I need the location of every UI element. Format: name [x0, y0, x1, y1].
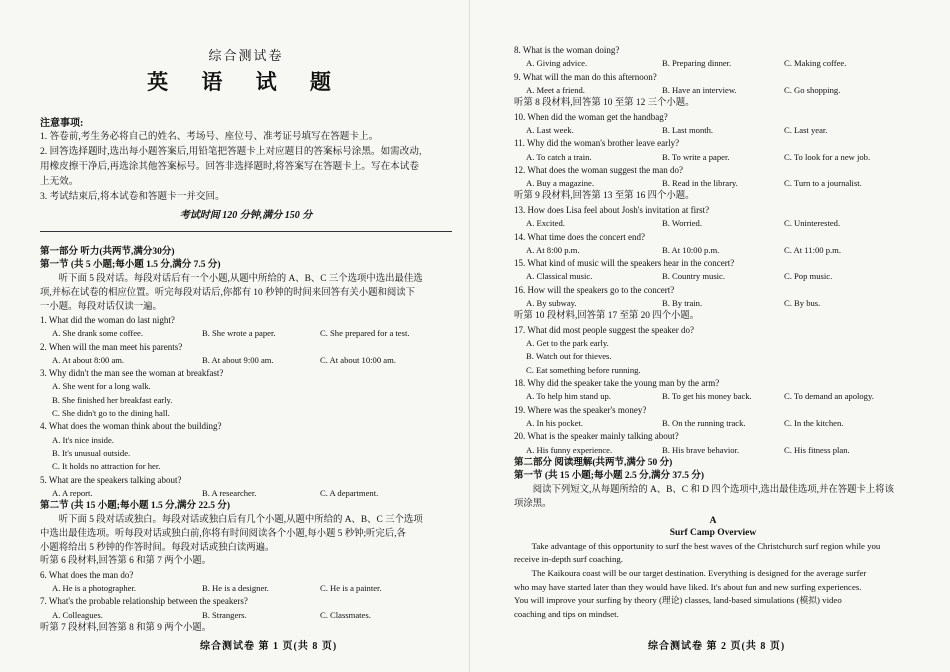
option-b: B. To write a paper. — [662, 151, 730, 162]
option-a: A. To catch a train. — [526, 151, 592, 162]
part2-heading: 第二部分 阅读理解(共两节,满分 50 分) — [514, 457, 673, 468]
options-row — [514, 177, 912, 190]
option-c: C. It holds no attraction for her. — [52, 461, 161, 472]
option-a: A. At about 8:00 am. — [52, 354, 125, 365]
option-c: C. Uninterested. — [784, 218, 841, 229]
option-b: B. His brave behavior. — [662, 444, 740, 455]
passage-title: Surf Camp Overview — [669, 527, 757, 538]
exam-subtitle: 综合测试卷 — [208, 48, 284, 63]
page-fold — [469, 0, 470, 672]
option-c: C. She didn't go to the dining hall. — [52, 408, 170, 419]
options-row — [514, 124, 912, 137]
options-row — [40, 582, 452, 595]
options-row — [514, 151, 912, 164]
question-2: 2. When will the man meet his parents? — [40, 341, 183, 352]
option-b: B. Preparing dinner. — [662, 58, 732, 69]
question-16: 16. How will the speakers go to the concert? — [514, 284, 675, 295]
option-b: B. At 10:00 p.m. — [662, 244, 720, 255]
material-note: 听第 10 段材料,回答第 17 至第 20 四个小题。 — [514, 311, 700, 322]
option-a: A. She drank some coffee. — [52, 328, 144, 339]
question-5: 5. What are the speakers talking about? — [40, 474, 182, 485]
option-a: A. She went for a long walk. — [52, 381, 151, 392]
option-c: C. Last year. — [784, 124, 828, 135]
material-note: 听第 7 段材料,回答第 8 和第 9 两个小题。 — [40, 622, 212, 633]
question-20: 20. What is the speaker mainly talking about? — [514, 431, 679, 442]
passage-line: Take advantage of this opportunity to surf the best waves of the Christchurch surf region while you — [531, 540, 881, 551]
notice-line: 3. 考试结束后,将本试卷和答题卡一并交回。 — [40, 191, 225, 202]
option-a: A. His funny experience. — [526, 444, 613, 455]
option-b: B. She finished her breakfast early. — [52, 394, 173, 405]
option-b: B. A researcher. — [202, 487, 257, 498]
right-page — [478, 0, 950, 672]
exam-title: 英 语 试 题 — [147, 70, 345, 94]
options-row — [514, 417, 912, 430]
instruction-line: 项涂黑。 — [514, 498, 552, 509]
left-page — [0, 0, 462, 672]
option-a: A. In his pocket. — [526, 417, 584, 428]
section2-heading: 第二节 (共 15 小题;每小题 1.5 分,满分 22.5 分) — [40, 501, 230, 512]
option-a: A. Last week. — [526, 124, 574, 135]
question-3: 3. Why didn't the man see the woman at breakfast? — [40, 368, 224, 379]
option-b: B. Country music. — [662, 271, 726, 282]
options-row — [40, 609, 452, 622]
question-15: 15. What kind of music will the speakers hear in the concert? — [514, 258, 735, 269]
option-a: A. Giving advice. — [526, 58, 588, 69]
options-row — [514, 57, 912, 70]
instruction-line: 听下面 5 段对话。每段对话后有一个小题,从题中所给的 A、B、C 三个选项中选出最佳选 — [58, 274, 423, 284]
instruction-line: 听下面 5 段对话或独白。每段对话或独白后有几个小题,从题中所给的 A、B、C 三个选项 — [58, 515, 423, 526]
options-row — [40, 487, 452, 500]
option-b: B. At about 9:00 am. — [202, 354, 274, 365]
option-c: C. By bus. — [784, 298, 821, 309]
option-a: A. Meet a friend. — [526, 84, 585, 95]
options-row — [514, 390, 912, 403]
option-b: B. Worried. — [662, 218, 702, 229]
passage-line: coaching and tips on mindset. — [514, 608, 619, 619]
material-note: 听第 8 段材料,回答第 10 至第 12 三个小题。 — [514, 98, 695, 109]
options-row — [514, 270, 912, 283]
notice-line: 用橡皮擦干净后,再选涂其他答案标号。回答非选择题时,将答案写在答题卡上。写在本试卷 — [40, 161, 419, 172]
passage-line: The Kaikoura coast will be our target destination. Everything is designed for the average surfer — [531, 568, 867, 578]
option-c: C. His fitness plan. — [784, 444, 850, 455]
options-row — [40, 327, 452, 340]
question-4: 4. What does the woman think about the building? — [40, 421, 222, 432]
passage-line: receive in-depth surf coaching. — [514, 554, 623, 565]
page-footer: 综合测试卷 第 2 页(共 8 页) — [648, 641, 786, 652]
option-a: A. At 8:00 p.m. — [526, 244, 580, 255]
passage-line: who may have started later than they would have liked. It's about fun and new surfing experiences. — [514, 581, 862, 592]
option-b: B. Read in the library. — [662, 178, 738, 189]
notice-line: 上无效。 — [40, 176, 79, 187]
instruction-line: 阅读下列短文,从每题所给的 A、B、C 和 D 四个选项中,选出最佳选项,并在答题卡上将该 — [532, 484, 895, 495]
options-row — [514, 217, 912, 230]
notice-line: 2. 回答选择题时,选出每小题答案后,用铅笔把答题卡上对应题目的答案标号涂黑。如需改动, — [40, 146, 422, 157]
passage-line: You will improve your surfing by theory (理论) classes, land-based simulations (模拟) video — [514, 595, 842, 606]
option-a: A. A report. — [52, 487, 93, 498]
options-row — [514, 297, 912, 310]
question-6: 6. What does the man do? — [40, 569, 134, 580]
reading-section1-heading: 第一节 (共 15 小题;每小题 2.5 分,满分 37.5 分) — [514, 470, 704, 481]
option-c: C. To look for a new job. — [784, 151, 871, 162]
option-c: C. To demand an apology. — [784, 391, 874, 402]
option-a: A. Excited. — [526, 218, 565, 229]
option-a: A. Colleagues. — [52, 609, 103, 620]
instruction-line: 项,并标在试卷的相应位置。听完每段对话后,你都有 10 秒钟的时间来回答有关小题和阅读下 — [40, 288, 416, 298]
question-13: 13. How does Lisa feel about Josh's invitation at first? — [514, 204, 710, 215]
option-a: A. Classical music. — [526, 271, 593, 282]
option-b: B. On the running track. — [662, 417, 746, 428]
question-18: 18. Why did the speaker take the young man by the arm? — [514, 378, 720, 389]
options-row — [514, 84, 912, 97]
notice-heading: 注意事项: — [40, 118, 84, 129]
exam-time-info: 考试时间 120 分钟,满分 150 分 — [179, 210, 313, 221]
option-c: C. Classmates. — [320, 609, 371, 620]
material-note: 听第 9 段材料,回答第 13 至第 16 四个小题。 — [514, 191, 695, 202]
option-a: A. He is a photographer. — [52, 582, 137, 593]
options-row — [514, 244, 912, 257]
section1-heading: 第一节 (共 5 小题;每小题 1.5 分,满分 7.5 分) — [40, 260, 221, 270]
option-c: C. Eat something before running. — [526, 364, 641, 375]
question-17: 17. What did most people suggest the speaker do? — [514, 324, 695, 335]
option-c: C. At about 10:00 am. — [320, 354, 396, 365]
option-a: A. It's nice inside. — [52, 434, 114, 445]
option-b: B. Watch out for thieves. — [526, 351, 612, 362]
question-19: 19. Where was the speaker's money? — [514, 404, 647, 415]
option-c: C. A department. — [320, 487, 379, 498]
option-a: A. By subway. — [526, 298, 577, 309]
option-b: B. To get his money back. — [662, 391, 752, 402]
option-b: B. It's unusual outside. — [52, 447, 131, 458]
notice-line: 1. 答卷前,考生务必将自己的姓名、考场号、座位号、准考证号填写在答题卡上。 — [40, 131, 379, 142]
question-9: 9. What will the man do this afternoon? — [514, 71, 657, 82]
question-12: 12. What does the woman suggest the man do? — [514, 164, 684, 175]
question-7: 7. What's the probable relationship between the speakers? — [40, 596, 248, 607]
instruction-line: 中选出最佳选项。听每段对话或独白前,你将有时间阅读各个小题,每小题 5 秒钟;听完后,各 — [40, 529, 406, 540]
option-b: B. He is a designer. — [202, 582, 269, 593]
option-b: B. She wrote a paper. — [202, 328, 276, 339]
question-8: 8. What is the woman doing? — [514, 45, 620, 55]
page-footer: 综合测试卷 第 1 页(共 8 页) — [200, 641, 338, 652]
question-11: 11. Why did the woman's brother leave early? — [514, 138, 680, 149]
option-b: B. Strangers. — [202, 609, 247, 620]
option-a: A. Get to the park early. — [526, 338, 609, 349]
option-c: C. Making coffee. — [784, 58, 847, 69]
option-c: C. Pop music. — [784, 271, 833, 282]
question-1: 1. What did the woman do last night? — [40, 315, 175, 325]
option-b: B. By train. — [662, 298, 703, 309]
option-a: A. Buy a magazine. — [526, 178, 595, 189]
option-c: C. Turn to a journalist. — [784, 178, 862, 189]
option-c: C. In the kitchen. — [784, 417, 844, 428]
instruction-line: 一小题。每段对话仅读一遍。 — [40, 302, 162, 312]
option-a: A. To help him stand up. — [526, 391, 611, 402]
part1-heading: 第一部分 听力(共两节,满分30分) — [40, 247, 175, 257]
options-row — [514, 444, 912, 457]
option-c: C. She prepared for a test. — [320, 328, 410, 339]
option-c: C. At 11:00 p.m. — [784, 244, 841, 255]
option-b: B. Have an interview. — [662, 84, 737, 95]
option-c: C. Go shopping. — [784, 84, 841, 95]
instruction-line: 小题将给出 5 秒钟的作答时间。每段对话或独白读两遍。 — [40, 543, 275, 554]
options-row — [40, 354, 452, 367]
question-14: 14. What time does the concert end? — [514, 231, 646, 242]
question-10: 10. When did the woman get the handbag? — [514, 111, 668, 122]
option-b: B. Last month. — [662, 124, 714, 135]
passage-label: A — [709, 515, 717, 526]
material-note: 听第 6 段材料,回答第 6 和第 7 两个小题。 — [40, 556, 212, 567]
section-divider — [40, 231, 452, 232]
option-c: C. He is a painter. — [320, 582, 382, 593]
